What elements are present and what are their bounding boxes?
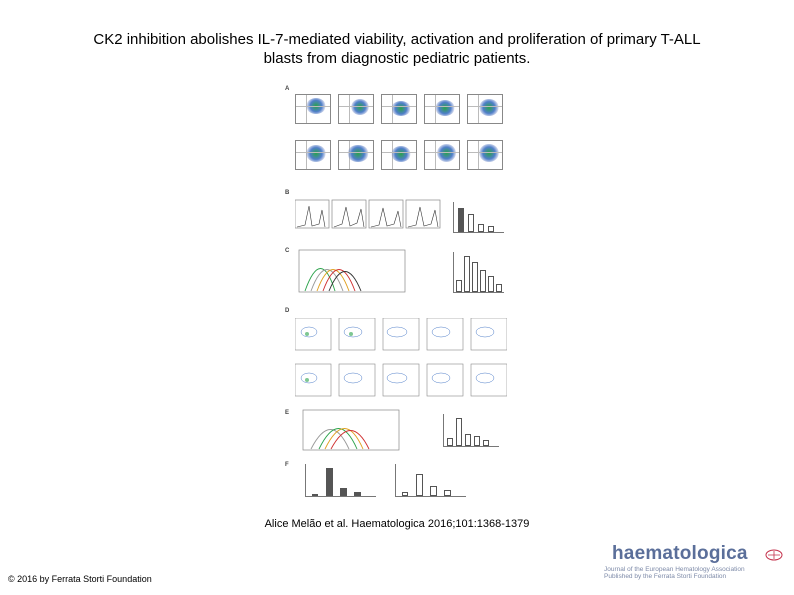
flow-plot (467, 94, 503, 124)
panel-label-d: D (285, 308, 290, 314)
flow-plot (381, 140, 417, 170)
haematologica-logo (598, 543, 788, 579)
bar-chart (395, 464, 466, 497)
logo-emblem-icon (764, 548, 784, 562)
panel-label-f: F (285, 462, 289, 468)
flow-plot (338, 140, 374, 170)
flow-plot (424, 94, 460, 124)
panel-label-c: C (285, 248, 290, 254)
bar-chart (453, 202, 504, 233)
flow-plot (338, 94, 374, 124)
contour-plot-grid (295, 318, 507, 408)
histogram-row (295, 198, 445, 232)
title-line-1: CK2 inhibition abolishes IL-7-mediated viability, activation and proliferation of primary T-ALL (93, 31, 701, 48)
citation: Alice Melão et al. Haematologica 2016;101:1368-1379 (264, 518, 530, 530)
panel-label-b: B (285, 190, 290, 196)
flow-plot (467, 140, 503, 170)
panel-label-e: E (285, 410, 290, 416)
flow-plot (381, 94, 417, 124)
logo-wordmark: haematologica (612, 543, 748, 564)
figure-image (283, 80, 515, 500)
panel-label-a: A (285, 86, 290, 92)
bar-chart (305, 464, 376, 497)
bar-chart (443, 414, 499, 447)
copyright-notice: © 2016 by Ferrata Storti Foundation (8, 574, 152, 584)
logo-tagline-1: Journal of the European Hematology Association (604, 566, 745, 573)
flow-plot (424, 140, 460, 170)
logo-tagline-2: Published by the Ferrata Storti Foundation (604, 573, 727, 580)
overlay-histogram (297, 248, 407, 296)
flow-plot (295, 140, 331, 170)
bar-chart (453, 252, 504, 293)
slide-title (20, 30, 774, 68)
flow-plot (295, 94, 331, 124)
title-line-2: blasts from diagnostic pediatric patients. (263, 50, 531, 67)
overlay-histogram (301, 408, 401, 454)
